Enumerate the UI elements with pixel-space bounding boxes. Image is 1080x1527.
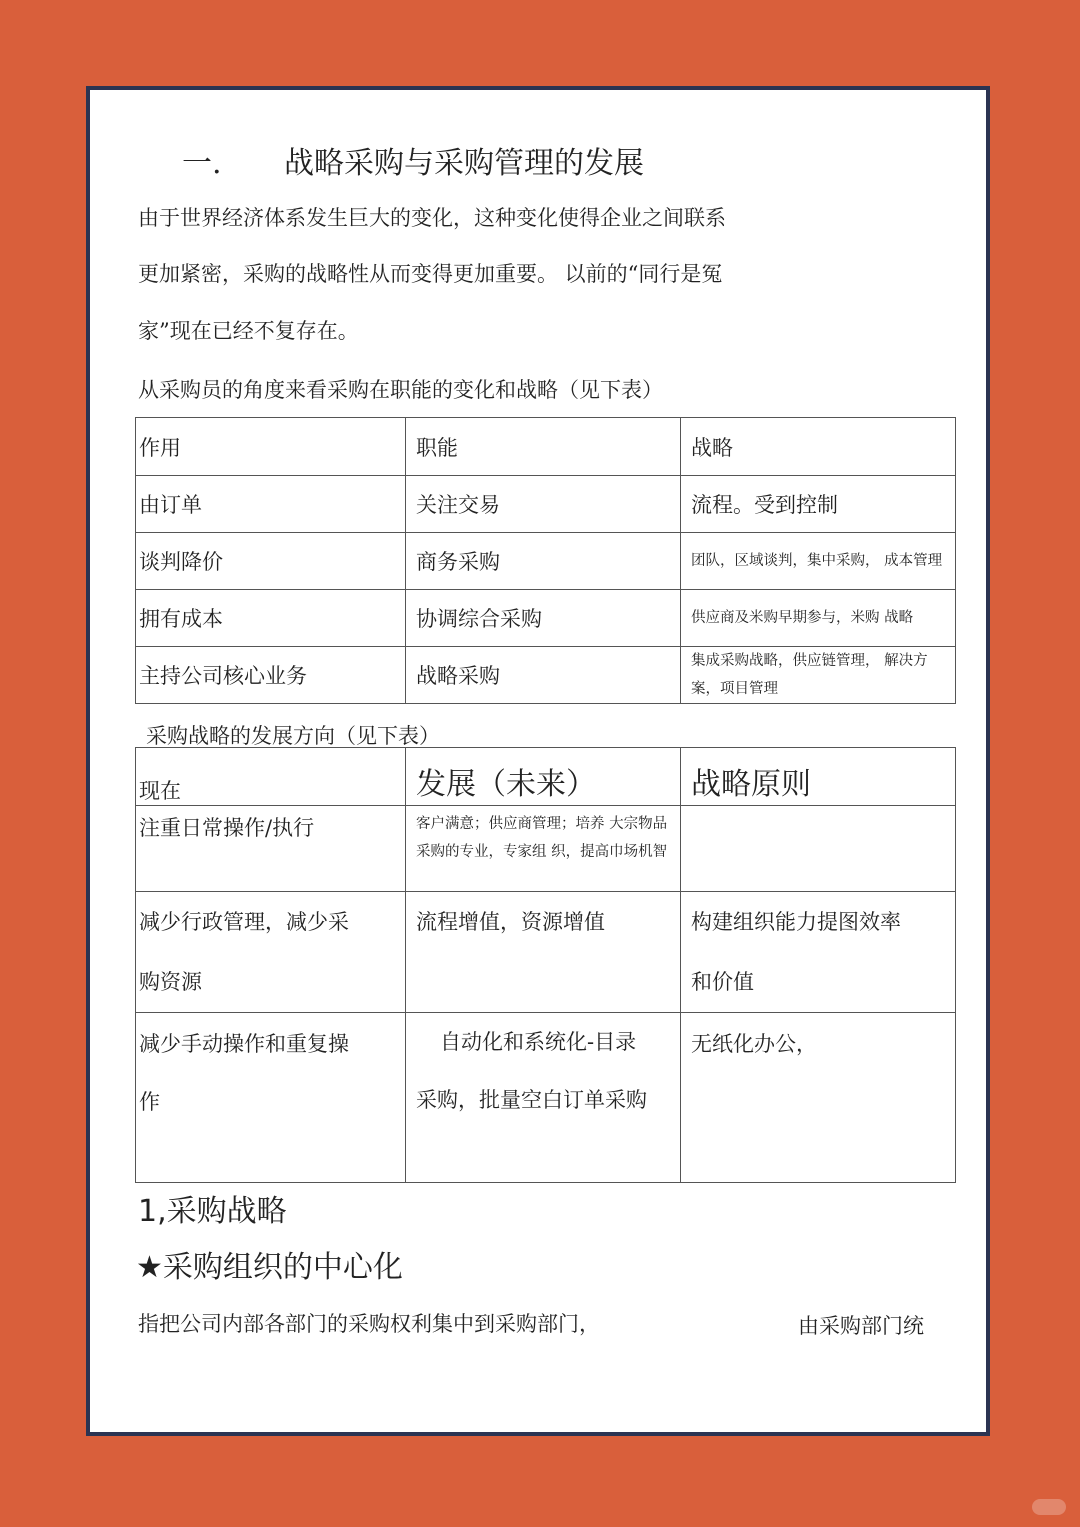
- table-cell: 关注交易: [406, 476, 681, 533]
- table-cell: 协调综合采购: [406, 590, 681, 647]
- table-cell: 注重日常操作/执行: [136, 806, 406, 892]
- table-cell: 商务采购: [406, 533, 681, 590]
- table-cell: [681, 806, 956, 892]
- table-cell: 供应商及米购早期参与，米购 战略: [681, 590, 956, 647]
- table-row: [136, 1013, 956, 1183]
- header-cell: 战略原则: [681, 748, 956, 806]
- header-cell: 作用: [136, 418, 406, 476]
- table-header-row: [136, 418, 956, 476]
- page-title: [182, 138, 644, 182]
- table-cell: 构建组织能力提图效率和价值: [681, 892, 956, 1013]
- section-heading: 1,采购战略: [138, 1194, 287, 1229]
- table-row: [136, 590, 956, 647]
- intro-line-3: 家”现在已经不复存在。: [138, 319, 359, 343]
- table-header-row: [136, 748, 956, 806]
- table-row: [136, 476, 956, 533]
- intro-line-1: 由于世界经济体系发生巨大的变化，这种变化使得企业之间联系: [138, 206, 726, 230]
- intro-line-2: 更加紧密，采购的战略性从而变得更加重要。 以前的“同行是冤: [138, 262, 723, 286]
- table-row: [136, 533, 956, 590]
- title-text: 战略采购与采购管理的发展: [284, 146, 644, 181]
- table-cell: 拥有成本: [136, 590, 406, 647]
- table-cell: 由订单: [136, 476, 406, 533]
- table-cell: 减少行政管理，减少采购资源: [136, 892, 406, 1013]
- table-cell: 减少手动操作和重复操作: [136, 1013, 406, 1183]
- header-cell: 职能: [406, 418, 681, 476]
- table-row: [136, 647, 956, 704]
- table-cell: 无纸化办公，: [681, 1013, 956, 1183]
- strategy-direction-table: [135, 747, 956, 1183]
- section-subheading: ★采购组织的中心化: [136, 1250, 403, 1285]
- table1-caption: 从采购员的角度来看采购在职能的变化和战略（见下表）: [138, 378, 663, 402]
- table-cell: 流程增值，资源增值: [406, 892, 681, 1013]
- header-cell: 战略: [681, 418, 956, 476]
- table-cell: 战略采购: [406, 647, 681, 704]
- title-number: 一.: [182, 146, 222, 181]
- table2-caption: 采购战略的发展方向（见下表）: [146, 724, 440, 748]
- table-cell: 自动化和系统化-目录采购，批量空白订单采购: [406, 1013, 681, 1183]
- document-page: [86, 86, 990, 1436]
- role-function-table: [135, 417, 956, 704]
- section-text-left: 指把公司内部各部门的采购权利集中到采购部门，: [138, 1312, 600, 1336]
- table-cell: 主持公司核心业务: [136, 647, 406, 704]
- table-cell: 流程。受到控制: [681, 476, 956, 533]
- table-cell: 客户满意；供应商管理；培养 大宗物品采购的专业，专家组 织，提高巾场机智: [406, 806, 681, 892]
- section-text-right: 由采购部门统: [798, 1314, 924, 1338]
- table-cell: 谈判降价: [136, 533, 406, 590]
- table-row: [136, 892, 956, 1013]
- header-cell: 发展（未来）: [406, 748, 681, 806]
- watermark-badge: [1032, 1499, 1066, 1515]
- header-cell: 现在: [136, 748, 406, 806]
- table-cell: 集成采购战略，供应链管理， 解决方案，项目管理: [681, 647, 956, 704]
- table-row: [136, 806, 956, 892]
- table-cell: 团队，区域谈判，集中采购， 成本管理: [681, 533, 956, 590]
